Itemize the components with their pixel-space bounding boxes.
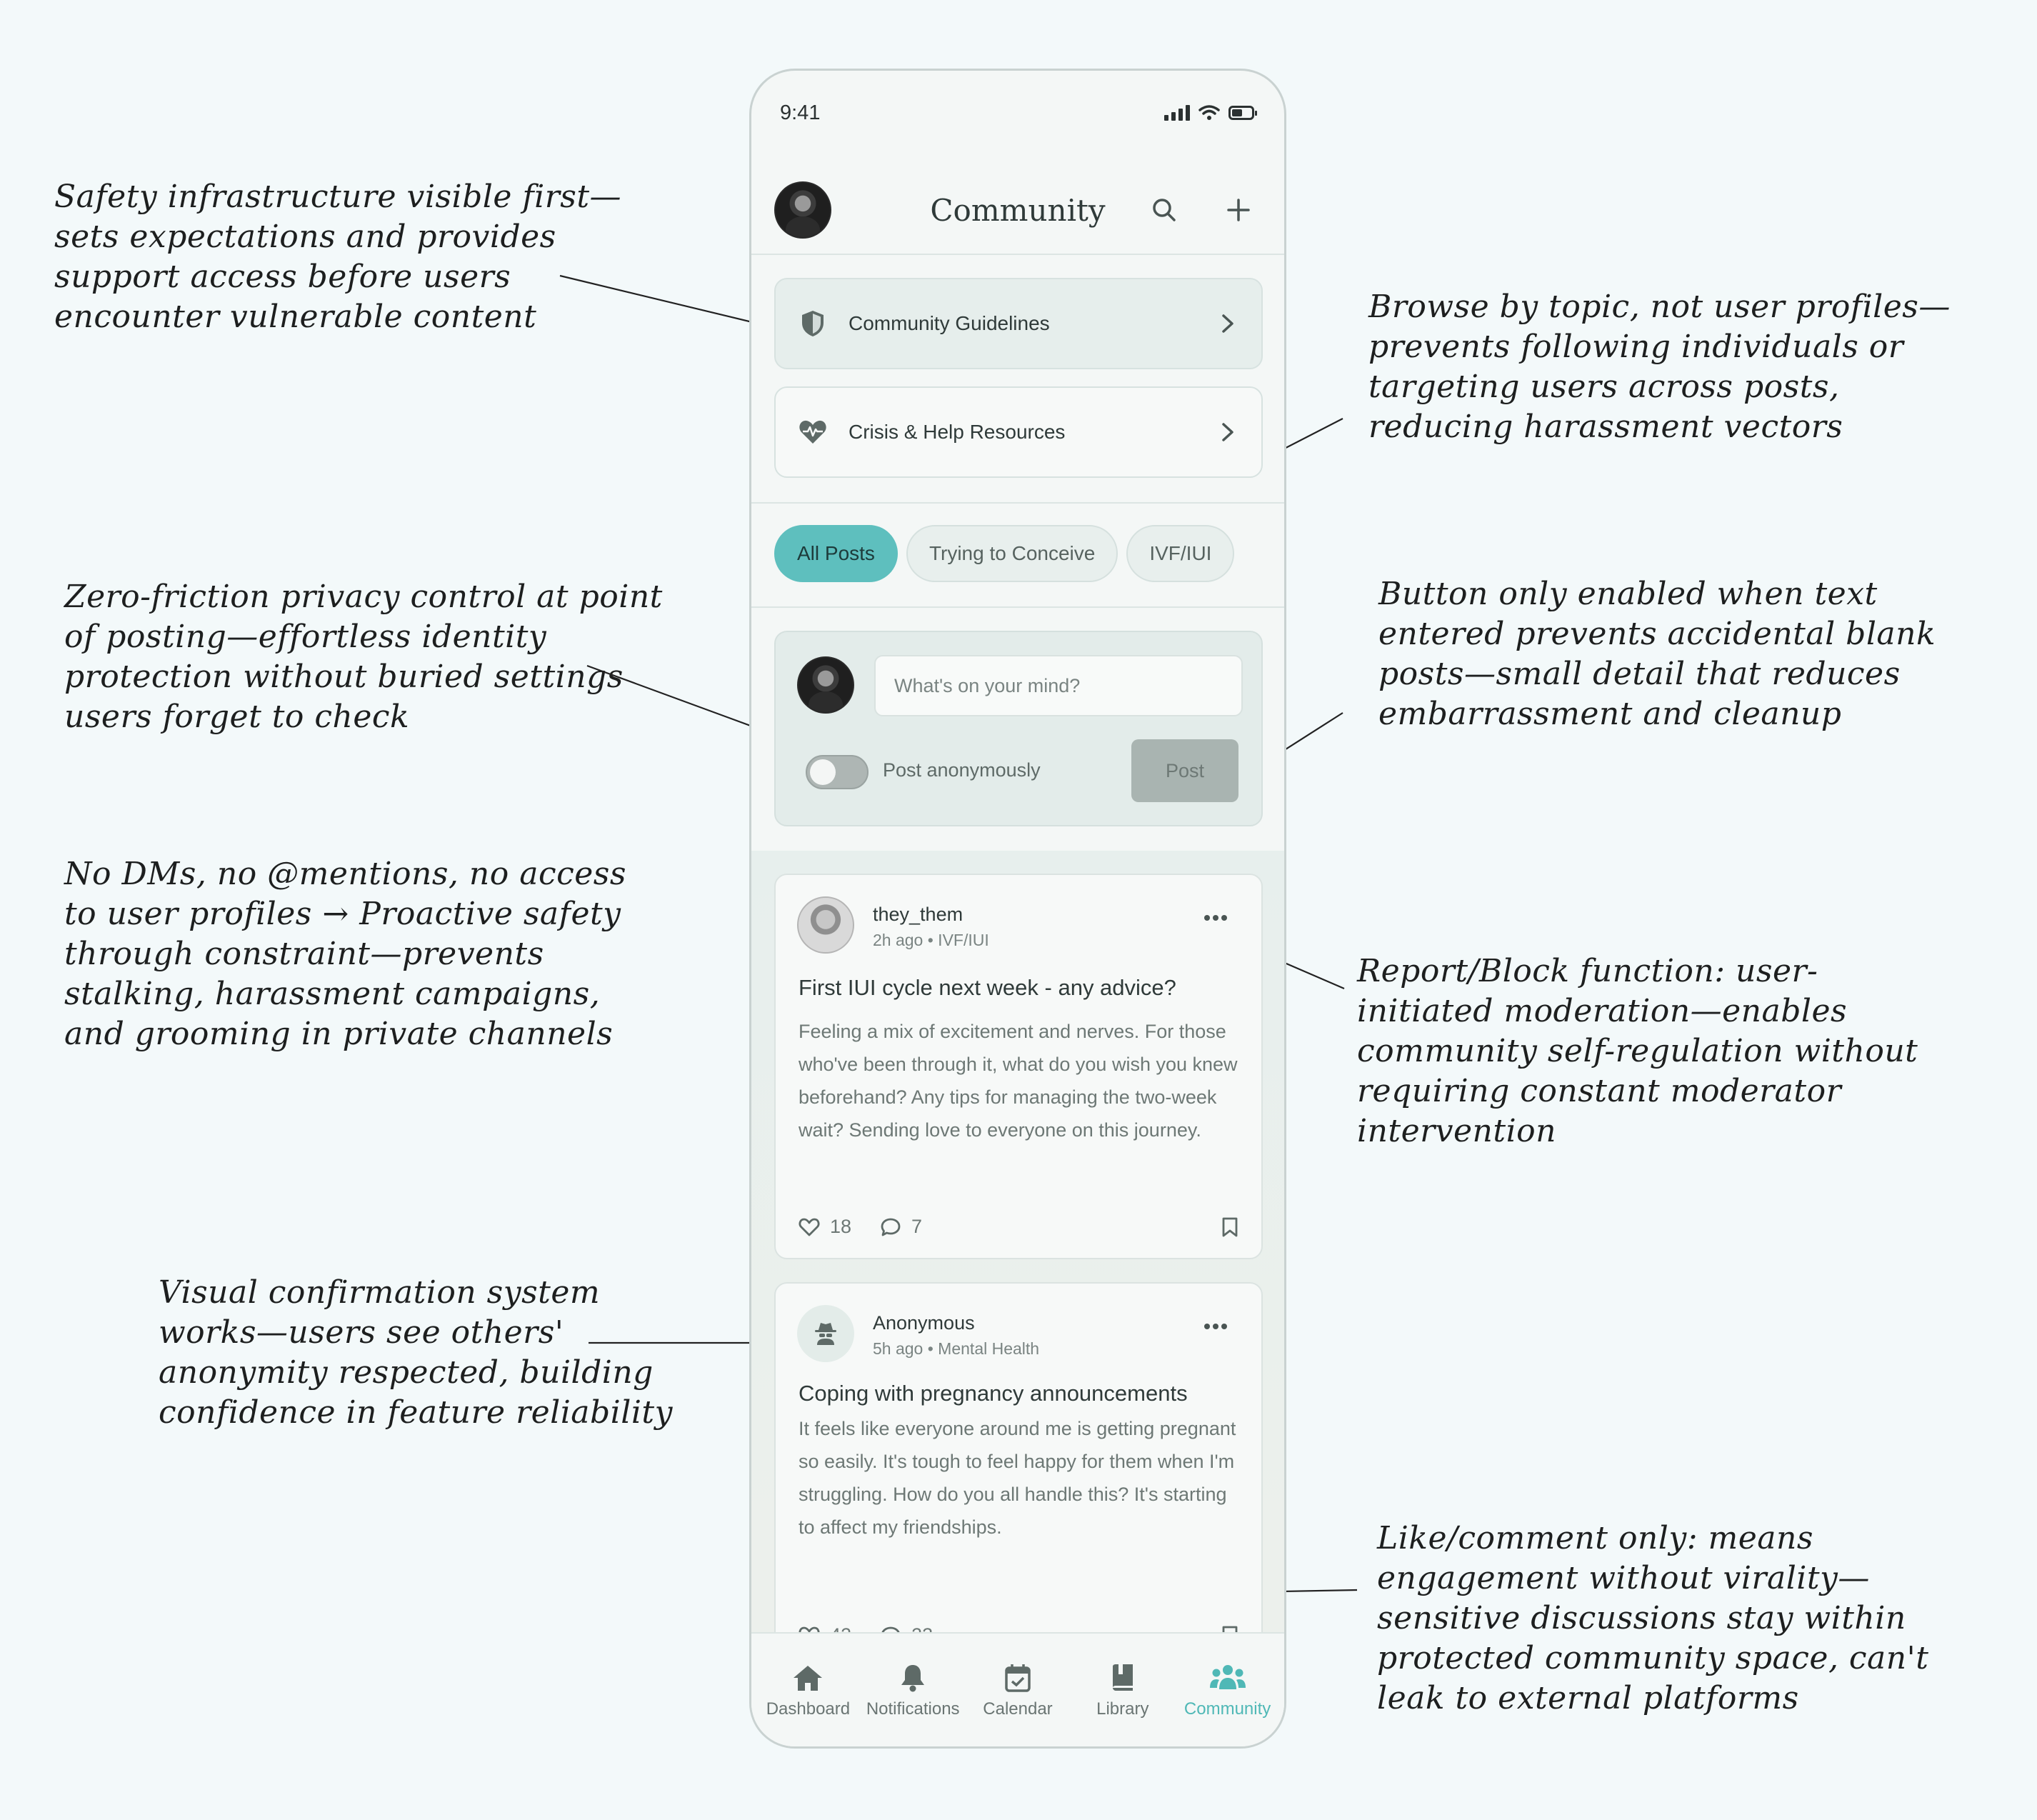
- search-icon: [1150, 196, 1178, 224]
- annotation-topics: Browse by topic, not user profiles— prevents following individuals or targeting users across posts, reducing harassment vectors: [1368, 289, 1951, 445]
- user-avatar[interactable]: [774, 181, 831, 239]
- page-title: Community: [930, 192, 1106, 228]
- post-actions: [799, 1216, 1238, 1238]
- anonymous-toggle[interactable]: [806, 755, 869, 789]
- author-avatar: [797, 896, 854, 954]
- tab-all-posts[interactable]: All Posts: [774, 525, 898, 582]
- post-card: [774, 874, 1263, 1259]
- nav-calendar[interactable]: [966, 1634, 1071, 1746]
- status-bar: [751, 71, 1284, 149]
- post-body: Feeling a mix of excitement and nerves. For those who've been through it, what do you wish you knew beforehand? Any tips for managing the two-week wait? Sending love to everyone on this journey.: [799, 1021, 1238, 1141]
- post-author: Anonymous: [873, 1312, 975, 1334]
- comment-button[interactable]: [880, 1216, 922, 1238]
- more-options-button[interactable]: [1201, 909, 1230, 926]
- topic-tabs: [774, 525, 1234, 582]
- annotation-visual: Visual confirmation system works—users see others' anonymity respected, building confidence in feature reliability: [159, 1274, 673, 1431]
- calendar-icon: [1004, 1661, 1031, 1695]
- links-divider: [751, 502, 1284, 504]
- bookmark-button[interactable]: [1221, 1216, 1238, 1238]
- incognito-icon: [813, 1321, 839, 1346]
- home-icon: [791, 1661, 824, 1695]
- nav-library-label: Library: [1096, 1699, 1149, 1719]
- like-button[interactable]: [799, 1216, 851, 1238]
- nav-community[interactable]: [1175, 1634, 1280, 1746]
- header-actions: [1141, 187, 1261, 233]
- bottom-nav: [751, 1632, 1284, 1746]
- annotation-privacy: Zero-friction privacy control at point of posting—effortless identity protection without buried settings users forget to check: [64, 579, 663, 735]
- header-divider: [751, 254, 1284, 255]
- heart-pulse-icon: [799, 418, 827, 446]
- chevron-right-icon: [1217, 313, 1238, 334]
- community-guidelines-label: Community Guidelines: [849, 312, 1050, 334]
- post-author: they_them: [873, 904, 964, 925]
- more-options-button[interactable]: [1201, 1318, 1230, 1335]
- anonymous-toggle-label: Post anonymously: [883, 759, 1041, 781]
- tab-ivf-iui[interactable]: IVF/IUI: [1126, 525, 1234, 582]
- like-count: 18: [830, 1216, 852, 1237]
- post-card: [774, 1282, 1263, 1668]
- more-dots-icon: [1203, 914, 1228, 921]
- post-feed: [751, 851, 1284, 1722]
- post-meta: 2h ago • IVF/IUI: [873, 931, 989, 949]
- nav-community-label: Community: [1183, 1699, 1271, 1719]
- crisis-help-label: Crisis & Help Resources: [849, 421, 1066, 443]
- tab-trying-to-conceive[interactable]: Trying to Conceive: [906, 525, 1118, 582]
- nav-notifications[interactable]: [861, 1634, 966, 1746]
- people-icon: [1209, 1661, 1246, 1695]
- wifi-icon: [1198, 104, 1220, 121]
- bookmark-icon: [1221, 1216, 1238, 1238]
- plus-icon: [1226, 197, 1251, 223]
- post-button[interactable]: Post: [1131, 739, 1238, 802]
- nav-calendar-label: Calendar: [983, 1699, 1053, 1719]
- annotation-button: Button only enabled when text entered prevents accidental blank posts—small detail that reduces embarrassment and cleanup: [1378, 576, 1936, 732]
- signal-icon: [1164, 105, 1190, 121]
- bell-icon: [899, 1661, 926, 1695]
- book-icon: [1110, 1661, 1136, 1695]
- status-time: 9:41: [780, 101, 821, 124]
- battery-icon: [1228, 106, 1254, 120]
- add-post-button[interactable]: [1216, 187, 1261, 233]
- chevron-right-icon: [1217, 421, 1238, 443]
- search-button[interactable]: [1141, 187, 1187, 233]
- post-meta: 5h ago • Mental Health: [873, 1339, 1040, 1358]
- post-composer: [774, 631, 1263, 826]
- anonymous-avatar: [797, 1305, 854, 1362]
- nav-dashboard-label: Dashboard: [766, 1699, 851, 1719]
- comment-count: 7: [911, 1216, 923, 1237]
- tabs-divider: [751, 606, 1284, 608]
- nav-library[interactable]: [1070, 1634, 1175, 1746]
- comment-icon: [880, 1217, 901, 1237]
- annotation-like: Like/comment only: means engagement without virality— sensitive discussions stay within protected community space, can't leak to external platforms: [1377, 1520, 1929, 1716]
- phone-frame: [749, 69, 1286, 1749]
- annotation-safety: Safety infrastructure visible first— sets expectations and provides support access before users encounter vulnerable content: [54, 179, 622, 335]
- status-icons: [1164, 104, 1254, 121]
- nav-notifications-label: Notifications: [866, 1699, 960, 1719]
- nav-dashboard[interactable]: [756, 1634, 861, 1746]
- post-title[interactable]: First IUI cycle next week - any advice?: [799, 975, 1176, 1000]
- app-header: [751, 167, 1284, 253]
- post-title[interactable]: Coping with pregnancy announcements: [799, 1381, 1188, 1406]
- community-guidelines-link[interactable]: [774, 278, 1263, 369]
- heart-icon: [799, 1217, 820, 1237]
- post-input[interactable]: [874, 655, 1243, 716]
- composer-avatar: [797, 656, 854, 714]
- more-dots-icon: [1203, 1323, 1228, 1330]
- annotation-report: Report/Block function: user- initiated moderation—enables community self-regulation without requiring constant moderator intervention: [1357, 953, 1918, 1149]
- post-body: It feels like everyone around me is getting pregnant so easily. It's tough to feel happy for them when I'm struggling. How do you all handle this? It's starting to affect my friendships.: [799, 1418, 1236, 1538]
- shield-icon: [799, 309, 827, 338]
- crisis-help-resources-link[interactable]: [774, 386, 1263, 478]
- annotation-no-dms: No DMs, no @mentions, no access to user profiles → Proactive safety through constraint—prevents stalking, harassment campaigns, and grooming in private channels: [64, 856, 626, 1052]
